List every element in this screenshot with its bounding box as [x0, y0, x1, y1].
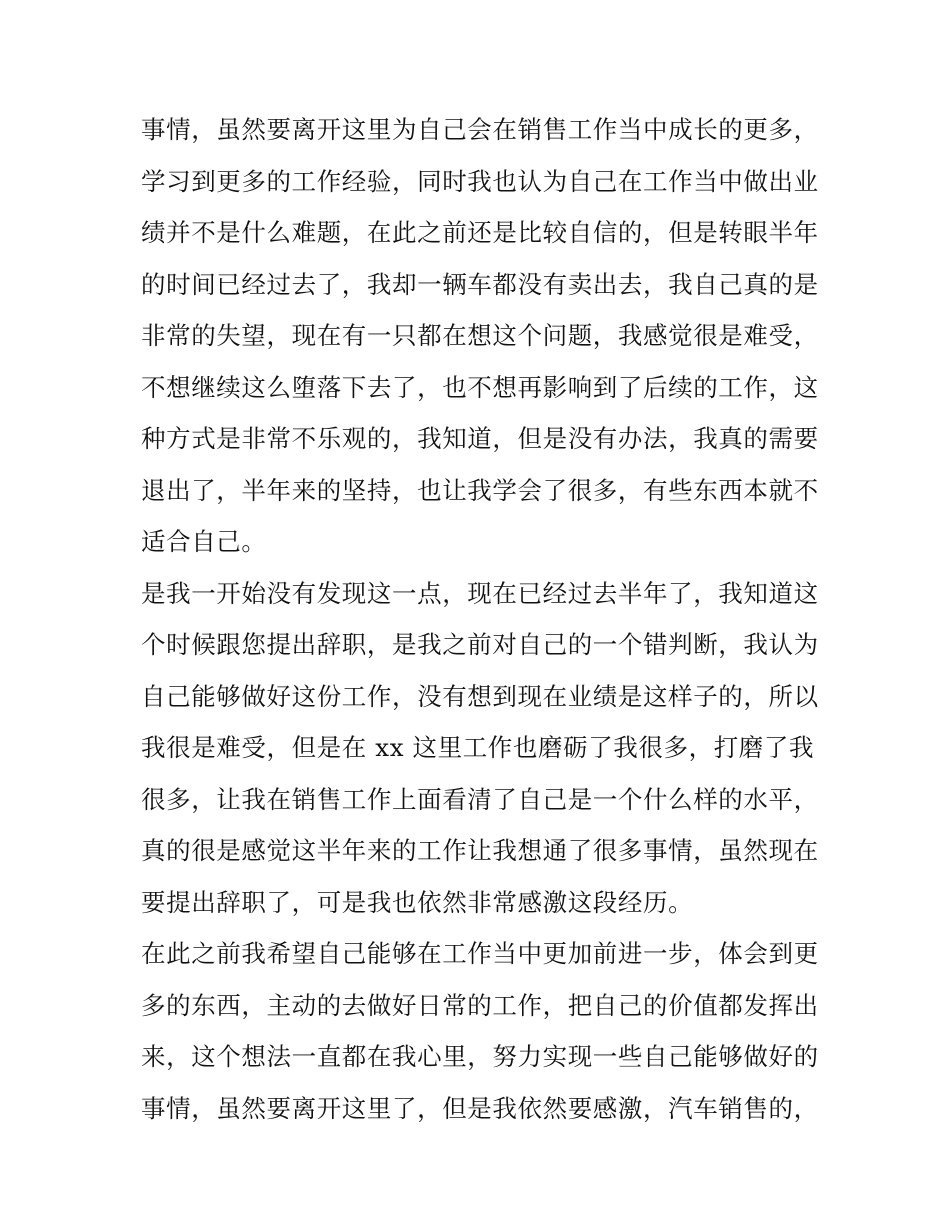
text-line: 自己能够做好这份工作，没有想到现在业绩是这样子的，所以: [141, 681, 819, 711]
text-line: 适合自己。: [141, 527, 267, 556]
text-line: 要提出辞职了，可是我也依然非常感激这段经历。: [141, 887, 694, 917]
text-line: 多的东西，主动的去做好日常的工作，把自己的价值都发挥出: [141, 990, 819, 1020]
text-line: 来，这个想法一直都在我心里，努力实现一些自己能够做好的: [141, 1042, 819, 1071]
text-line: 是我一开始没有发现这一点，现在已经过去半年了，我知道这: [141, 578, 819, 608]
text-line: 不想继续这么堕落下去了，也不想再影响到了后续的工作，这: [141, 372, 819, 402]
text-line: 在此之前我希望自己能够在工作当中更加前进一步，体会到更: [141, 939, 819, 968]
text-line: 非常的失望，现在有一只都在想这个问题，我感觉很是难受，: [141, 321, 819, 350]
text-line: 种方式是非常不乐观的，我知道，但是没有办法，我真的需要: [141, 424, 819, 453]
text-line: 我很是难受，但是在 xx 这里工作也磨砺了我很多，打磨了我: [141, 733, 815, 762]
text-line: 绩并不是什么难题，在此之前还是比较自信的，但是转眼半年: [141, 218, 819, 247]
body-text: [141, 104, 821, 1134]
text-line: 真的很是感觉这半年来的工作让我想通了很多事情，虽然现在: [141, 836, 819, 865]
text-line: 退出了，半年来的坚持，也让我学会了很多，有些东西本就不: [141, 475, 819, 505]
text-line: 事情，虽然要离开这里为自己会在销售工作当中成长的更多，: [141, 115, 819, 144]
text-line: 的时间已经过去了，我却一辆车都没有卖出去，我自己真的是: [141, 269, 819, 299]
text-line: 事情，虽然要离开这里了，但是我依然要感激，汽车销售的，: [141, 1093, 819, 1123]
text-line: 很多，让我在销售工作上面看清了自己是一个什么样的水平，: [141, 784, 819, 814]
text-line: 学习到更多的工作经验，同时我也认为自己在工作当中做出业: [141, 166, 819, 196]
text-line: 个时候跟您提出辞职，是我之前对自己的一个错判断，我认为: [141, 630, 819, 659]
